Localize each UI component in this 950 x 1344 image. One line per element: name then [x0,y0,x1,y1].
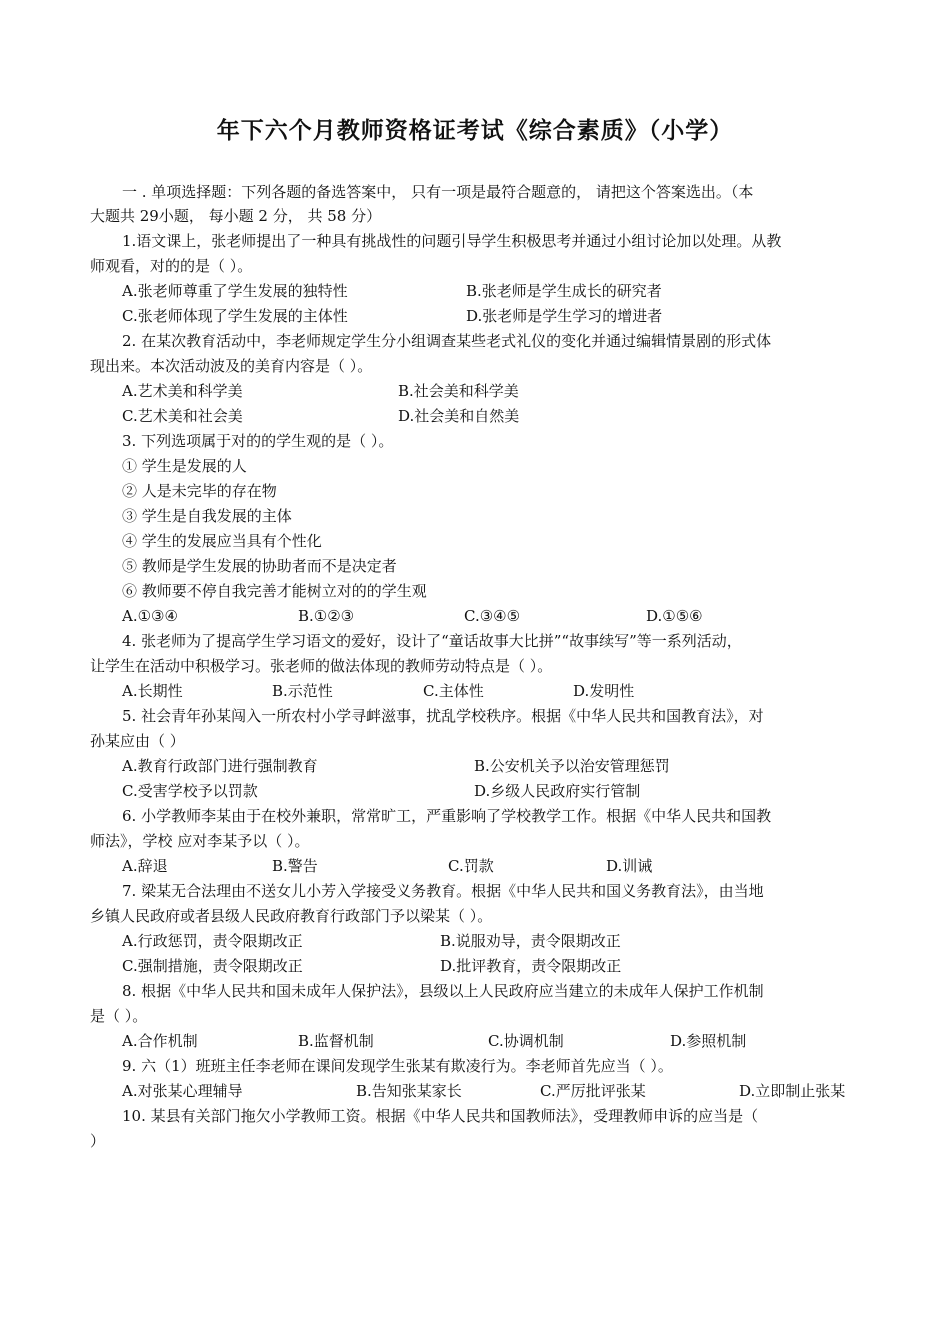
question-2-option-a: A.艺术美和科学美 [122,382,243,400]
question-5-option-a: A.教育行政部门进行强制教育 [122,757,318,775]
question-10-stem-line-2: ） [90,1132,106,1150]
question-3-option-d: D.①⑤⑥ [646,607,703,625]
question-5-stem-line-2: 孙某应由（ ） [90,732,185,750]
question-1-stem-line-1: 1.语文课上，张老师提出了一种具有挑战性的问题引导学生积极思考并通过小组讨论加以处理。从教 [122,232,782,250]
question-2-option-c: C.艺术美和社会美 [122,407,243,425]
question-8-stem-line-2: 是（ ）。 [90,1007,148,1025]
question-1-option-c: C.张老师体现了学生发展的主体性 [122,307,348,325]
question-8-option-b: B.监督机制 [298,1032,374,1050]
question-5-option-b: B.公安机关予以治安管理惩罚 [474,757,670,775]
question-8-option-a: A.合作机制 [122,1032,198,1050]
instructions-line-2: 大题共 29小题， 每小题 2 分， 共 58 分） [90,207,382,225]
question-1-stem-line-2: 师观看，对的的是（ ）。 [90,257,253,275]
question-9-option-b: B.告知张某家长 [356,1082,462,1100]
question-7-option-a: A.行政惩罚，责令限期改正 [122,932,303,950]
question-7-stem-line-2: 乡镇人民政府或者县级人民政府教育行政部门予以梁某（ ）。 [90,907,493,925]
page-title: 年下六个月教师资格证考试《综合素质》（小学） [216,117,734,144]
question-6-option-a: A.辞退 [122,857,168,875]
question-8-option-d: D.参照机制 [670,1032,747,1050]
question-9-option-d: D.立即制止张某 [739,1082,846,1100]
question-4-stem-line-1: 4. 张老师为了提高学生学习语文的爱好，设计了“童话故事大比拼”“故事续写”等一系列活动， [122,632,742,650]
question-3-option-c: C.③④⑤ [464,607,521,625]
question-3-stem: 3. 下列选项属于对的的学生观的是（ ）。 [122,432,394,450]
question-6-stem-line-2: 师法》，学校 应对李某予以（ ）。 [90,832,310,850]
instructions-line-1: 一 . 单项选择题：下列各题的备选答案中， 只有一项是最符合题意的， 请把这个答案选出。（本 [122,183,754,201]
question-3-option-a: A.①③④ [122,607,178,625]
question-2-stem-line-2: 现出来。本次活动波及的美育内容是（ ）。 [90,357,373,375]
question-3-item-3: ③ 学生是自我发展的主体 [122,507,292,525]
question-7-option-d: D.批评教育，责令限期改正 [440,957,622,975]
question-9-option-c: C.严厉批评张某 [540,1082,646,1100]
question-4-option-c: C.主体性 [423,682,484,700]
question-3-item-5: ⑤ 教师是学生发展的协助者而不是决定者 [122,557,397,575]
question-1-option-b: B.张老师是学生成长的研究者 [466,282,662,300]
question-4-option-a: A.长期性 [122,682,183,700]
question-4-stem-line-2: 让学生在活动中积极学习。张老师的做法体现的教师劳动特点是（ ）。 [90,657,553,675]
question-3-option-b: B.①②③ [298,607,355,625]
question-7-option-b: B.说服劝导，责令限期改正 [440,932,621,950]
question-6-option-d: D.训诫 [606,857,653,875]
question-9-stem: 9. 六（1）班班主任李老师在课间发现学生张某有欺凌行为。李老师首先应当（ ）。 [122,1057,673,1075]
question-3-item-2: ② 人是未完毕的存在物 [122,482,277,500]
question-6-stem-line-1: 6. 小学教师李某由于在校外兼职，常常旷工，严重影响了学校教学工作。根据《中华人民共和国教 [122,807,772,825]
question-4-option-b: B.示范性 [272,682,333,700]
question-3-item-4: ④ 学生的发展应当具有个性化 [122,532,322,550]
question-3-item-1: ① 学生是发展的人 [122,457,247,475]
question-3-item-6: ⑥ 教师要不停自我完善才能树立对的的学生观 [122,582,427,600]
question-2-option-b: B.社会美和科学美 [398,382,519,400]
question-10-stem-line-1: 10. 某县有关部门拖欠小学教师工资。根据《中华人民共和国教师法》，受理教师申诉的应当是（ [122,1107,759,1125]
question-1-option-d: D.张老师是学生学习的增进者 [466,307,663,325]
question-5-option-c: C.受害学校予以罚款 [122,782,258,800]
question-5-option-d: D.乡级人民政府实行管制 [474,782,641,800]
question-8-option-c: C.协调机制 [488,1032,564,1050]
question-5-stem-line-1: 5. 社会青年孙某闯入一所农村小学寻衅滋事，扰乱学校秩序。根据《中华人民共和国教育法》，对 [122,707,764,725]
question-2-option-d: D.社会美和自然美 [398,407,520,425]
question-2-stem-line-1: 2. 在某次教育活动中，李老师规定学生分小组调查某些老式礼仪的变化并通过编辑情景剧的形式体 [122,332,772,350]
question-4-option-d: D.发明性 [573,682,635,700]
question-9-option-a: A.对张某心理辅导 [122,1082,243,1100]
question-7-stem-line-1: 7. 梁某无合法理由不送女儿小芳入学接受义务教育。根据《中华人民共和国义务教育法》，由当地 [122,882,764,900]
question-6-option-b: B.警告 [272,857,318,875]
question-8-stem-line-1: 8. 根据《中华人民共和国未成年人保护法》，县级以上人民政府应当建立的未成年人保护工作机制 [122,982,764,1000]
question-6-option-c: C.罚款 [448,857,494,875]
question-7-option-c: C.强制措施，责令限期改正 [122,957,303,975]
question-1-option-a: A.张老师尊重了学生发展的独特性 [122,282,348,300]
